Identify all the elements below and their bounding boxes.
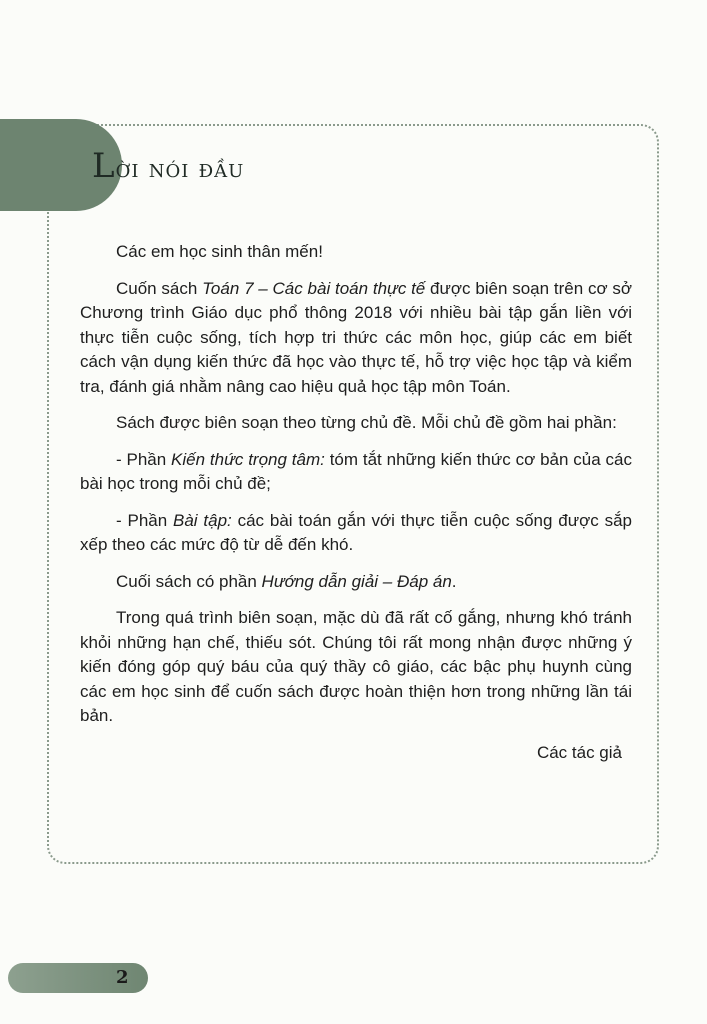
title-initial: L <box>92 146 116 186</box>
text: - Phần <box>116 510 174 530</box>
text: - Phần <box>116 449 172 469</box>
text: được biên soạn trên cơ sở Chương trình Giáo dục phổ thông 2018 với nhiều bài tập gắn liền với thực tiễn cuộc sống, tích hợp tri thức các môn học, giúp các em biết cách vận dụng kiến thức đã học vào thực tế, hỗ trợ việc học tập và kiểm tra, đánh giá nhằm nâng cao hiệu quả học tập môn Toán. <box>80 278 633 396</box>
text: các bài toán gắn với thực tiễn cuộc sống được sắp xếp theo các mức độ từ dễ đến khó. <box>80 510 633 554</box>
preface-body <box>80 240 632 777</box>
paragraph-answers <box>80 570 632 595</box>
book-title: Toán 7 – Các bài toán thực tế <box>202 278 426 298</box>
text: . <box>451 571 457 591</box>
term: Hướng dẫn giải – Đáp án <box>261 571 452 591</box>
paragraph-closing: Trong quá trình biên soạn, mặc dù đã rất cố gắng, nhưng khó tránh khỏi những hạn chế, thiếu sót. Chúng tôi rất mong nhận được những ý kiến đóng góp quý báu của quý thầy cô giáo, các bậc phụ huynh cùng các em học sinh để cuốn sách được hoàn thiện hơn trong những lần tái bản. <box>80 608 632 725</box>
greeting: Các em học sinh thân mến! <box>116 242 323 261</box>
term: Bài tập: <box>173 510 232 530</box>
paragraph-intro <box>80 277 632 400</box>
term: Kiến thức trọng tâm: <box>171 449 325 469</box>
paragraph-structure: Sách được biên soạn theo từng chủ đề. Mỗi chủ đề gồm hai phần: <box>116 413 617 432</box>
paragraph-part-2 <box>80 509 632 558</box>
text: Cuối sách có phần <box>116 571 262 591</box>
signature: Các tác giả <box>536 742 622 762</box>
page-number: 2 <box>116 967 129 988</box>
paragraph-part-1 <box>80 448 632 497</box>
title-rest: ời nói đầu <box>115 154 245 184</box>
text: Cuốn sách <box>116 278 203 298</box>
text: tóm tắt những kiến thức cơ bản của các bài học trong mỗi chủ đề; <box>80 449 632 493</box>
page-title <box>92 146 244 186</box>
